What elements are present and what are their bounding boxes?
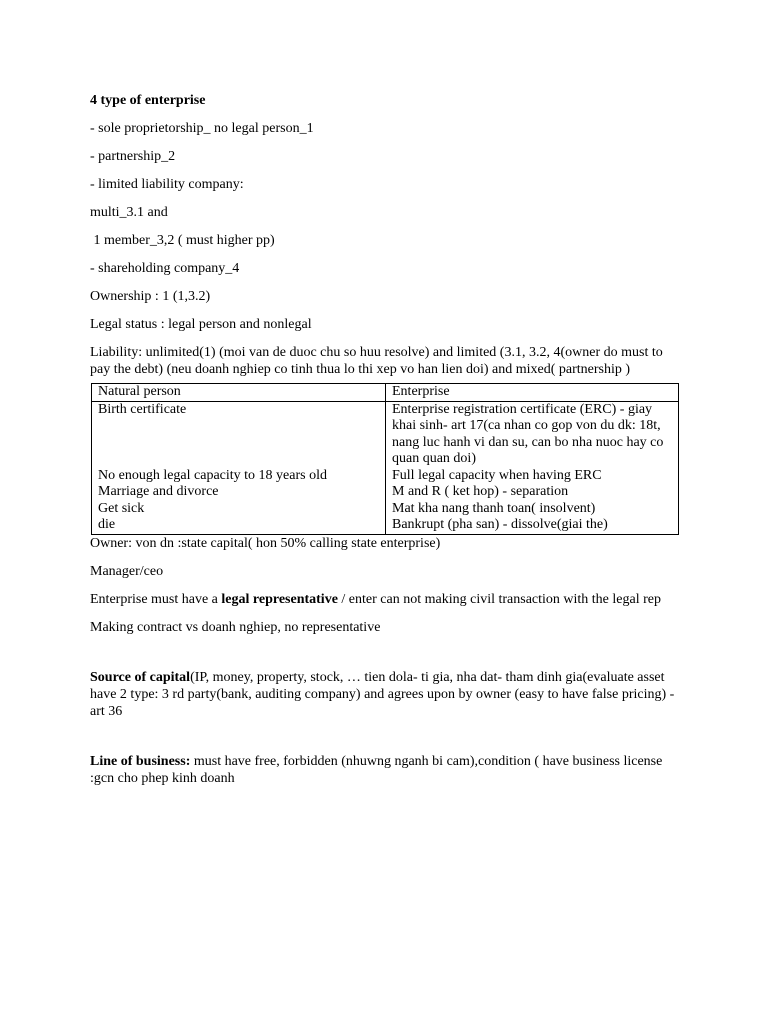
legal-rep-before: Enterprise must have a — [90, 591, 222, 607]
table-cell-left — [92, 401, 386, 534]
ownership-line: Ownership : 1 (1,3.2) — [90, 289, 211, 304]
cell-text: Bankrupt (pha san) - dissolve(giai the) — [392, 517, 608, 532]
line-of-business-text: must have free, forbidden (nhuwng nganh bi cam),condition ( have business license :gcn cho phep kinh doanh — [90, 753, 663, 786]
cell-text: Marriage and divorce — [98, 484, 219, 499]
cell-text: Birth certificate — [98, 401, 187, 417]
cell-text: Mat kha nang thanh toan( insolvent) — [392, 500, 596, 516]
legal-rep-bold: legal representative — [221, 591, 338, 607]
source-of-capital-paragraph — [90, 669, 680, 720]
cell-text: No enough legal capacity to 18 years old — [98, 467, 327, 483]
list-item: - shareholding company_4 — [90, 261, 240, 276]
manager-line: Manager/ceo — [90, 563, 164, 579]
table-header-row — [92, 384, 679, 402]
owner-line: Owner: von dn :state capital( hon 50% calling state enterprise) — [90, 535, 441, 551]
list-item: - limited liability company: — [90, 177, 244, 192]
cell-text: Full legal capacity when having ERC — [392, 467, 602, 483]
source-of-capital-text: (IP, money, property, stock, … tien dola- ti gia, nha dat- tham dinh gia(evaluate asset have 2 type: 3 rd party(bank, auditing company) and agrees upon by owner (easy to have false pricing) - art 36 — [90, 669, 675, 719]
document-page — [90, 92, 680, 798]
table-cell-right — [386, 401, 679, 534]
document-heading: 4 type of enterprise — [90, 93, 206, 108]
list-item: - partnership_2 — [90, 149, 176, 164]
table-row — [92, 401, 679, 534]
list-item: - sole proprietorship_ no legal person_1 — [90, 121, 314, 136]
legal-rep-after: / enter can not making civil transaction with the legal rep — [337, 591, 661, 607]
liability-paragraph: Liability: unlimited(1) (moi van de duoc chu so huu resolve) and limited (3.1, 3.2, 4(owner do must to pay the debt) (neu doanh nghiep co tinh thua lo thi xep vo han lien doi) and mixed( partnership ) — [90, 345, 663, 377]
list-item: multi_3.1 and — [90, 205, 168, 220]
blank-line — [90, 731, 680, 753]
cell-spacer — [98, 418, 379, 468]
cell-text: M and R ( ket hop) - separation — [392, 484, 569, 499]
cell-text: Enterprise registration certificate (ERC) - giay khai sinh- art 17(ca nhan co gop von du dk: 18t, nang luc hanh vi dan su, can bo nha nuoc hay co quan quan doi) — [392, 401, 664, 466]
comparison-table — [91, 383, 679, 535]
contract-line: Making contract vs doanh nghiep, no representative — [90, 619, 381, 635]
legal-rep-line — [90, 591, 680, 608]
cell-text: die — [98, 517, 116, 532]
legal-status-line: Legal status : legal person and nonlegal — [90, 317, 312, 332]
list-item: 1 member_3,2 ( must higher pp) — [90, 233, 275, 248]
source-of-capital-label: Source of capital — [90, 669, 191, 685]
blank-line — [90, 647, 680, 669]
cell-text: Get sick — [98, 500, 145, 516]
table-header-natural-person: Natural person — [92, 384, 386, 402]
line-of-business-paragraph — [90, 753, 680, 787]
line-of-business-label: Line of business: — [90, 753, 191, 769]
table-header-enterprise: Enterprise — [386, 384, 679, 402]
